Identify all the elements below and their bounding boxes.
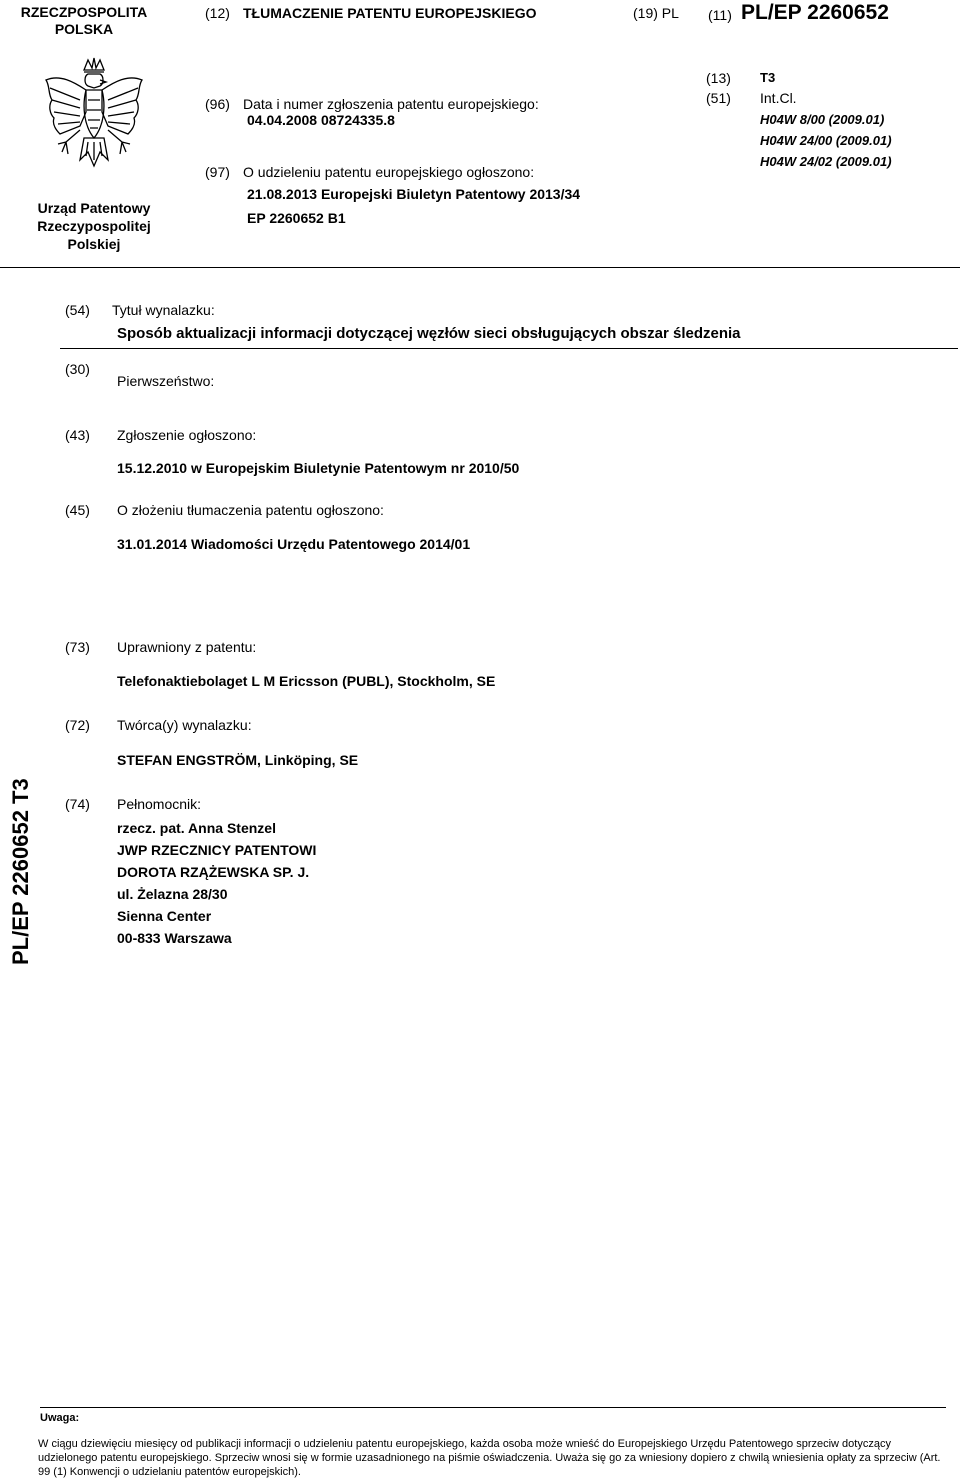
- eagle-emblem-icon: [40, 56, 148, 186]
- proprietor-value: Telefonaktiebolaget L M Ericsson (PUBL), Stockholm, SE: [117, 673, 496, 689]
- code-12: (12): [205, 5, 230, 21]
- code-30: (30): [65, 361, 90, 377]
- patent-number: PL/EP 2260652: [741, 1, 889, 24]
- filing-published-label: Zgłoszenie ogłoszono:: [117, 427, 257, 443]
- code-45: (45): [65, 502, 90, 518]
- code-13: (13): [706, 70, 731, 86]
- title-divider: [60, 348, 958, 349]
- kind-code: T3: [760, 70, 776, 85]
- code-96: (96): [205, 96, 230, 112]
- code-97: (97): [205, 164, 230, 180]
- application-value: 04.04.2008 08724335.8: [247, 112, 395, 128]
- code-74: (74): [65, 796, 90, 812]
- translation-label: O złożeniu tłumaczenia patentu ogłoszono:: [117, 502, 384, 518]
- translation-value: 31.01.2014 Wiadomości Urzędu Patentowego 2014/01: [117, 536, 471, 552]
- office-name: Urząd Patentowy Rzeczypospolitej Polskiej: [37, 200, 151, 252]
- code-54: (54): [65, 302, 90, 318]
- document-type: TŁUMACZENIE PATENTU EUROPEJSKIEGO: [243, 5, 537, 21]
- application-label: Data i numer zgłoszenia patentu europejskiego:: [243, 96, 539, 112]
- attorney-line: DOROTA RZĄŻEWSKA SP. J.: [117, 864, 310, 880]
- footer-title: Uwaga:: [40, 1412, 80, 1424]
- code-51: (51): [706, 90, 731, 106]
- grant-label: O udzieleniu patentu europejskiego ogłoszono:: [243, 164, 535, 180]
- intcl-class: H04W 24/00 (2009.01): [760, 133, 892, 148]
- inventor-value: STEFAN ENGSTRÖM, Linköping, SE: [117, 752, 359, 768]
- attorney-line: ul. Żelazna 28/30: [117, 886, 228, 902]
- intcl-label: Int.Cl.: [760, 90, 797, 106]
- code-43: (43): [65, 427, 90, 443]
- code-19: (19) PL: [633, 5, 679, 21]
- attorney-line: 00-833 Warszawa: [117, 930, 232, 946]
- footer-text: W ciągu dziewięciu miesięcy od publikacji informacji o udzieleniu patentu europejskiego, każda osoba może wnieść do Europejskiego Urzędu Patentowego sprzeciw dotyczący udzielonego patentu europejskiego. Sprzeciw wnosi się w formie uzasadnionego na piśmie oświadczenia. Uważa się go za wniesiony dopiero z chwilą wniesienia opłaty za sprzeciw (Art. 99 (1) Konwencji o udzielaniu patentów europejskich).: [38, 1438, 941, 1478]
- code-73: (73): [65, 639, 90, 655]
- attorney-line: rzecz. pat. Anna Stenzel: [117, 820, 276, 836]
- grant-value: 21.08.2013 Europejski Biuletyn Patentowy 2013/34: [247, 186, 581, 202]
- intcl-class: H04W 24/02 (2009.01): [760, 154, 892, 169]
- priority-label: Pierwszeństwo:: [117, 373, 215, 389]
- country-name: RZECZPOSPOLITA POLSKA: [20, 4, 148, 37]
- side-patent-label: PL/EP 2260652 T3: [8, 778, 33, 965]
- attorney-line: Sienna Center: [117, 908, 212, 924]
- grant-ep-number: EP 2260652 B1: [247, 210, 346, 226]
- attorney-line: JWP RZECZNICY PATENTOWI: [117, 842, 317, 858]
- footer-divider: [40, 1407, 946, 1408]
- code-72: (72): [65, 717, 90, 733]
- inventor-label: Twórca(y) wynalazku:: [117, 717, 252, 733]
- code-11: (11): [708, 7, 732, 23]
- invention-title: Sposób aktualizacji informacji dotyczącej węzłów sieci obsługujących obszar śledzenia: [117, 325, 741, 342]
- attorney-label: Pełnomocnik:: [117, 796, 202, 812]
- intcl-class: H04W 8/00 (2009.01): [760, 112, 885, 127]
- top-divider: [0, 267, 960, 268]
- proprietor-label: Uprawniony z patentu:: [117, 639, 257, 655]
- filing-published-value: 15.12.2010 w Europejskim Biuletynie Patentowym nr 2010/50: [117, 460, 520, 476]
- title-label: Tytuł wynalazku:: [112, 302, 215, 318]
